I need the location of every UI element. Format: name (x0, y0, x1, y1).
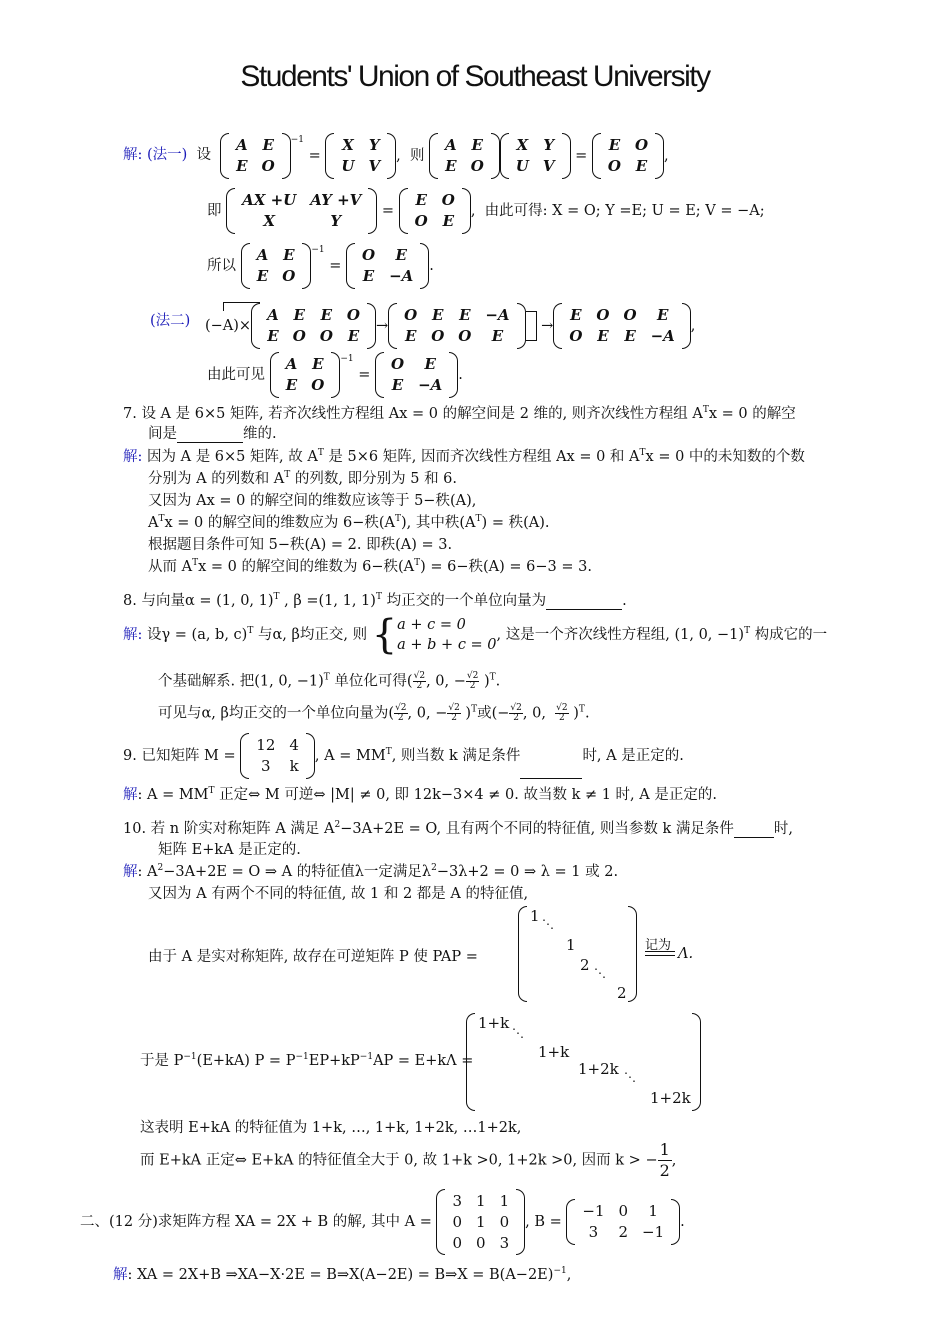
matrix-row2: 即 AX +U AY +V X Y = E O O E , 由此可得: X = O; Y =E; U = E; V = −A; (207, 188, 765, 234)
q9-sol: 解: $A = MM^T$ 正定⇔ M 可逆⇔ |M| ≠ 0, 即 12k−3×4 ≠ 0. 故当数 k ≠ 1 时, A 是正定的. (123, 786, 717, 803)
eq-sign: = (308, 148, 321, 164)
swap-arrow-icon (526, 311, 537, 341)
matrix-EO-OE: E O O E (592, 133, 664, 179)
q10-line1: 10. 若 n 阶实对称矩阵 A 满足 $A^2-3A+2E = O$, 且有两个不同的特征值, 则当参数 k 满足条件 时, (123, 820, 793, 837)
diag2-left-paren (466, 1013, 475, 1111)
matrix-AE-EO: A E E O (220, 133, 291, 179)
q7-line1: 7. 设 A 是 6×5 矩阵, 若齐次线性方程组 Ax = 0 的解空间是 2 维的, 则齐次线性方程组 $A^Tx = 0$ 的解空 (123, 405, 796, 422)
matrix-M: 12 4 3 k (240, 733, 315, 779)
q9-line1: 9. 已知矩阵 M = 12 4 3 k , $A = MM^T$, 则当数 k 满足条件 时, A 是正定的. (123, 733, 684, 779)
matrix-AE-EO-3: A E E O (241, 243, 312, 289)
matrix-EO-OE-2: E O O E (399, 188, 471, 234)
diag1-entry: 1 (530, 907, 540, 925)
matrix-augmented-2: O E E −A E O O E (388, 303, 525, 349)
q7-sol1: 解: 因为 A 是 6×5 矩阵, 故 $A^T$ 是 5×6 矩阵, 因而齐次线性方程组 Ax = 0 和 $A^Tx = 0$ 中的未知数的个数 (123, 448, 805, 465)
text-set: 设 (196, 147, 212, 163)
matrix-B: −1 0 1 3 2 −1 (566, 1199, 680, 1245)
q8-sol2: 个基础解系. 把(1, 0, −1)$^T$ 单位化可得( $\frac{√2}{2}$ , 0, − $\frac{√2}{2}$ )$^T$. (158, 671, 501, 691)
diag1-dots: ⋱ (594, 966, 606, 980)
solution-label: 解 (123, 147, 138, 163)
matrix-XY-UV: X Y U V (325, 133, 396, 179)
text-lambda: Λ. (678, 946, 694, 962)
answer-blank (177, 428, 243, 443)
matrix-result: O E E −A (346, 243, 429, 289)
diag1-entry: 1 (566, 936, 576, 954)
diag2-entry: 1+k (538, 1043, 570, 1061)
q7-sol2: 分别为 A 的列数和 $A^T$ 的列数, 即分别为 5 和 6. (148, 470, 458, 487)
matrix-XY-UV-2: X Y U V (500, 133, 571, 179)
text-ji: 即 (207, 203, 222, 219)
q10-sol4: 于是 $P^{-1}(E+kA) P = P^{-1}EP+kP^{-1}AP = E+k\Lambda$ = (140, 1052, 474, 1069)
diag1-dots: ⋱ (542, 917, 554, 931)
text-jiwei: 记为 (645, 938, 672, 953)
solution-method1-line1: 解: (法一) 设 (123, 147, 212, 163)
method2-label: (法二) (150, 313, 191, 329)
matrix-augmented-1: A E E O E O O E (251, 303, 376, 349)
q2-sol: 解: XA = 2X+B ⇒XA−X·2E = B⇒X(A−2E) = B⇒X = $B(A-2E)^{-1}$, (113, 1266, 572, 1283)
page-header: Students' Union of Southeast University (240, 60, 710, 93)
row-op-arrow-icon (223, 302, 260, 311)
matrix-row4: (−A)× A E E O E O O E → O E E −A E O O E → E O O E O E E −A , (205, 296, 695, 349)
diag1-left-paren (518, 906, 527, 1002)
diag2-dots: ⋱ (512, 1026, 524, 1040)
equals-def-icon (645, 951, 675, 956)
text-see: 由此可见 (207, 367, 265, 383)
diag2-right-paren (692, 1013, 701, 1111)
q7-sol3: 又因为 Ax = 0 的解空间的维数应该等于 5−秩(A), (148, 493, 477, 509)
q10-sol6: 而 E+kA 正定⇔ E+kA 的特征值全大于 0, 故 1+k >0, 1+2k >0, 因而 k > − $\frac{1}{2}$ , (140, 1140, 677, 1180)
diag1-entry: 2 (617, 984, 627, 1002)
matrix-augmented-3: E O O E O E E −A (553, 303, 690, 349)
matrix-AE-EO-4: A E E O (270, 352, 341, 398)
q8-sol3: 可见与α, β均正交的一个单位向量为( $\frac{√2}{2}$ , 0, − $\frac{√2}{2}$ )$^T$或(− $\frac{√2}{2}$ , 0, $\frac{√2}{2}$ )$^T$. (158, 703, 590, 723)
matrix-row5: 由此可见 A E E O $^{-1}$ = O E E −A . (207, 352, 463, 398)
q8-sol1: 解: 设γ = (a, b, c)$^T$ 与α, β均正交, 则 { a + c = 0 a + b + c = 0 , 这是一个齐次线性方程组, (1, 0, −1)$^T$ 构成它的一 (123, 612, 828, 658)
diag1-right-paren (628, 906, 637, 1002)
q7-sol5: 根据题目条件可知 5−秩(A) = 2. 即秩(A) = 3. (148, 537, 453, 553)
matrix-AE-EO-2: A E E O (429, 133, 500, 179)
q10-sol1: 解: $A^2-3A+2E = O$ ⇒ A 的特征值λ一定满足$\lambda^2-3\lambda+2 = 0$ ⇒ λ = 1 或 2. (123, 863, 619, 880)
inverse-sup: −1 (290, 135, 304, 145)
q10-line2: 矩阵 E+kA 是正定的. (158, 842, 301, 858)
q2-line1: 二、(12 分)求矩阵方程 XA = 2X + B 的解, 其中 A = 3 1 1 0 1 0 0 0 3 , B = −1 0 1 3 2 −1 . (80, 1189, 685, 1255)
matrix-AXU: AX +U AY +V X Y (226, 188, 377, 234)
method1-label: (法一) (147, 147, 188, 163)
matrix-row1: A E E O $^{-1}$ = X Y U V , 则 A E E O X Y U V = E O O E , (220, 133, 669, 179)
q10-sol3: 由于 A 是实对称矩阵, 故存在可逆矩阵 P 使 PAP = (148, 949, 478, 965)
q7-sol6: 从而 $A^Tx = 0$ 的解空间的维数为 6−秩$(A^T) = 6-$秩(A) = 6−3 = 3. (148, 558, 592, 575)
q7-line2: 间是 维的. (148, 426, 277, 442)
matrix-A: 3 1 1 0 1 0 0 0 3 (436, 1189, 525, 1255)
text-then: 则 (409, 148, 425, 164)
diag2-entry: 1+2k (650, 1089, 691, 1107)
text-neg-a: (−A)× (205, 318, 252, 334)
q8-line1: 8. 与向量α = (1, 0, 1)$^T$ , β =(1, 1, 1)$^T$ 均正交的一个单位向量为 . (123, 592, 627, 609)
diag2-entry: 1+2k (578, 1060, 619, 1078)
matrix-row3: 所以 A E E O $^{-1}$ = O E E −A . (207, 243, 434, 289)
q10-sol2: 又因为 A 有两个不同的特征值, 故 1 和 2 都是 A 的特征值, (148, 886, 529, 902)
diag2-dots: ⋱ (624, 1070, 636, 1084)
text-suoyi: 所以 (207, 258, 236, 274)
q10-sol5: 这表明 E+kA 的特征值为 1+k, …, 1+k, 1+2k, …1+2k, (140, 1120, 522, 1136)
diag1-entry: 2 (580, 956, 590, 974)
diag2-entry: 1+k (478, 1014, 510, 1032)
text-hence: 由此可得: X = O; Y =E; U = E; V = −A; (484, 203, 765, 219)
q7-sol4: $A^Tx = 0$ 的解空间的维数应为 6−秩$(A^T)$, 其中秩$(A^T)$ = 秩(A). (148, 514, 550, 531)
matrix-result-2: O E E −A (375, 352, 458, 398)
left-brace: { (371, 612, 398, 658)
